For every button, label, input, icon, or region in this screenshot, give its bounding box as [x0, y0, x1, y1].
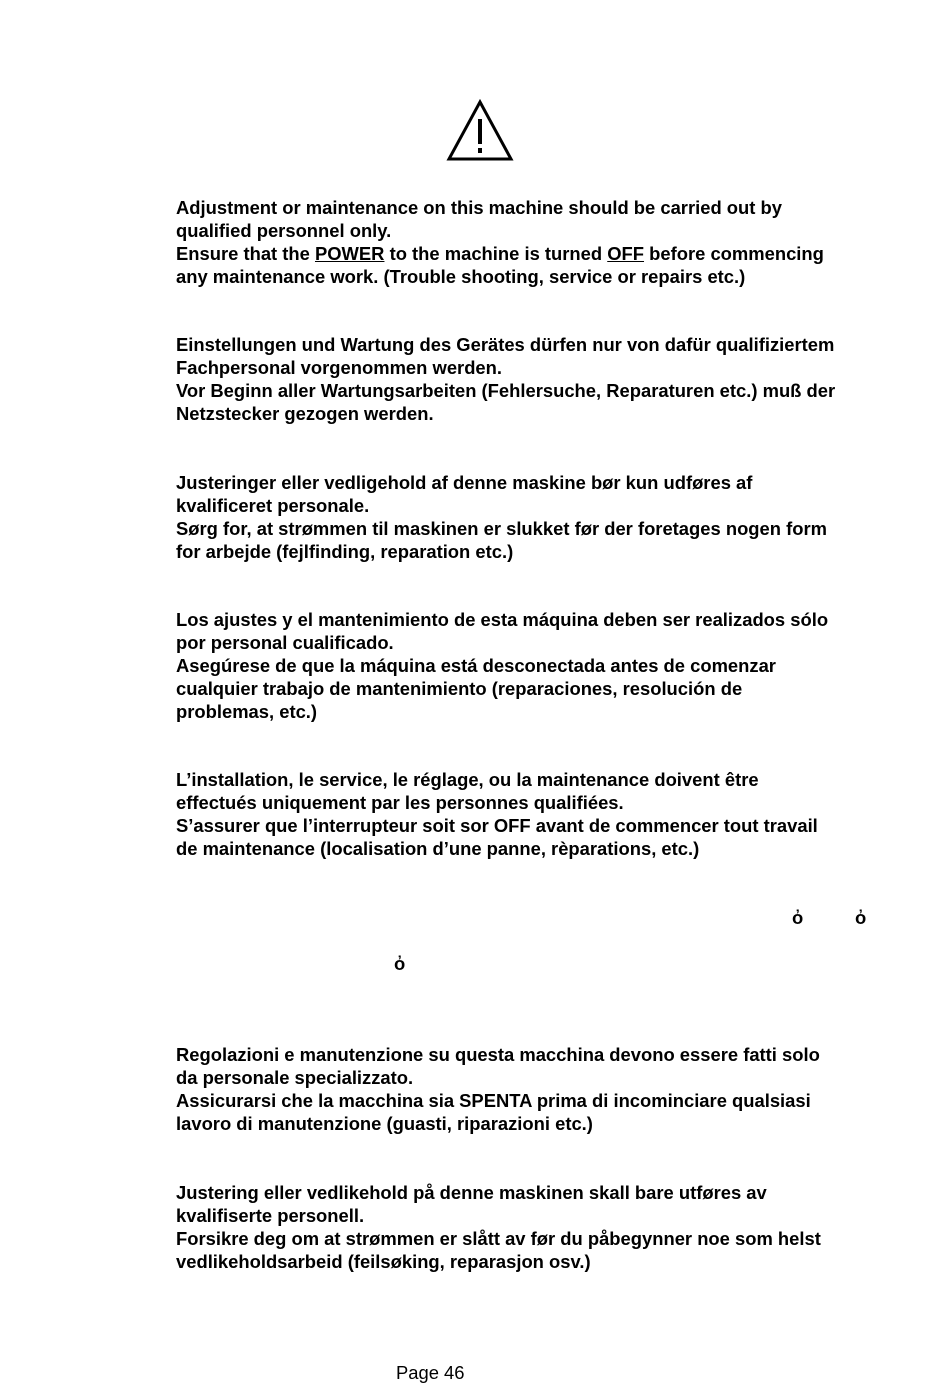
german-warning: Einstellungen und Wartung des Gerätes dürfen nur von dafür qualifiziertem Fachpersonal vorgenommen werden. Vor Beginn aller Wartungsarbeiten (Fehlersuche, Reparaturen etc.) muß der Netzstecker gezogen werden.	[176, 334, 836, 424]
power-underlined: POWER	[314, 243, 385, 264]
page-number: Page 46	[396, 1362, 465, 1383]
greek-glyph: ὀ	[394, 953, 406, 974]
english-warning: Adjustment or maintenance on this machine should be carried out by qualified personnel only. Ensure that the POWER to the machine is turned OFF before commencing any maintenance work. (Trouble shooting, service or repairs etc.)	[176, 197, 824, 287]
danish-warning: Justeringer eller vedligehold af denne maskine bør kun udføres af kvalificeret personale. Sørg for, at strømmen til maskinen er slukket før der foretages nogen form for arbejde (fejlfinding, reparation etc.)	[176, 472, 827, 562]
greek-glyph: ὀ	[855, 907, 867, 928]
off-underlined: OFF	[607, 243, 645, 264]
greek-glyph: ὀ	[792, 907, 804, 928]
warning-triangle-icon	[446, 99, 514, 162]
norwegian-warning: Justering eller vedlikehold på denne maskinen skall bare utføres av kvalifiserte personell. Forsikre deg om at strømmen er slått av før du påbegynner noe som helst vedlikeholdsarbeid (feilsøking, reparasjon osv.)	[176, 1182, 821, 1272]
italian-warning: Regolazioni e manutenzione su questa macchina devono essere fatti solo da personale specializzato. Assicurarsi che la macchina sia SPENTA prima di incominciare qualsiasi lavoro di manutenzione (guasti, riparazioni etc.)	[176, 1044, 820, 1134]
spanish-warning: Los ajustes y el mantenimiento de esta máquina deben ser realizados sólo por personal cualificado. Asegúrese de que la máquina está desconectada antes de comenzar cualquier trabajo de mantenimiento (reparaciones, resolución de problemas, etc.)	[176, 609, 829, 722]
french-warning: L’installation, le service, le réglage, ou la maintenance doivent être effectués uniquement par les personnes qualifiées. S’assurer que l’interrupteur soit sor OFF avant de commencer tout travail de maintenance (localisation d’une panne, rèparations, etc.)	[176, 769, 818, 859]
